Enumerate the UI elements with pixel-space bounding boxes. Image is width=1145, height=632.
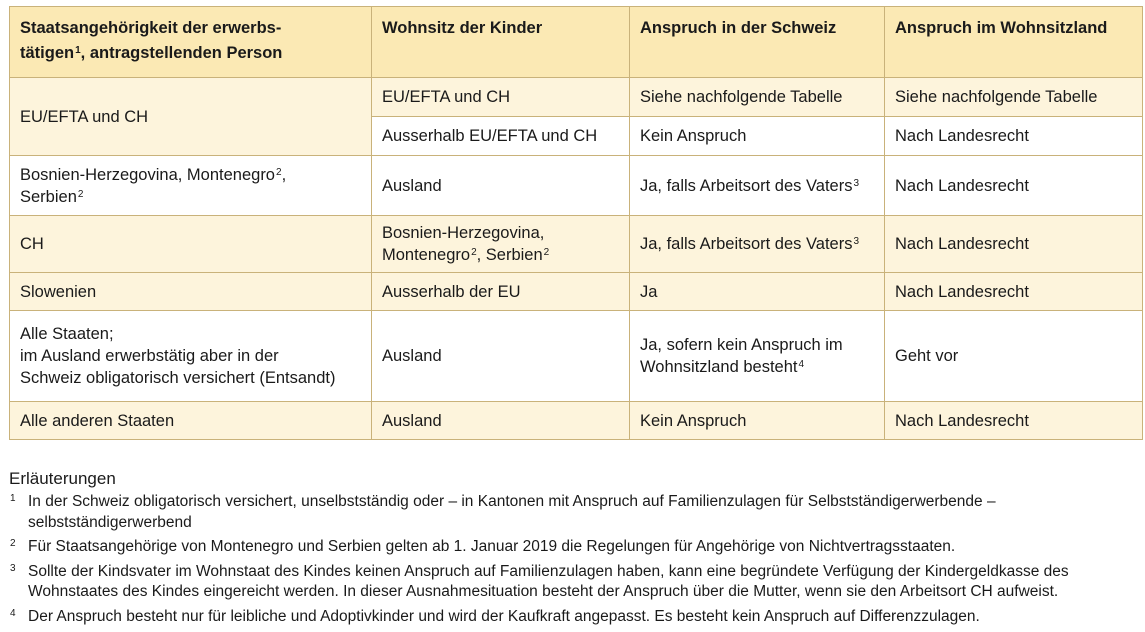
footnote-number: 3 (10, 562, 16, 574)
cell-residence: Ausland (372, 156, 630, 216)
footnote: 4 Der Anspruch besteht nur für leibliche und Adoptivkinder und wird der Kaufkraft angepasst. Es besteht kein Anspruch auf Differenzzulagen. (9, 607, 1139, 628)
cell-entitlement-residence: Nach Landesrecht (885, 216, 1143, 273)
footnote-number: 4 (10, 607, 16, 619)
table-row (10, 78, 1143, 117)
cell-nationality: Alle anderen Staaten (10, 402, 372, 440)
cell-entitlement-residence: Nach Landesrecht (885, 402, 1143, 440)
cell-residence: Ausland (372, 402, 630, 440)
table-row (10, 402, 1143, 440)
cell-entitlement-residence: Geht vor (885, 311, 1143, 402)
table-row (10, 273, 1143, 311)
footnote-number: 2 (10, 538, 16, 549)
cell-entitlement-ch: Kein Anspruch (630, 402, 885, 440)
table-header-row (10, 7, 1143, 78)
cell-residence: Bosnien-Herzegovina, Montenegro$^2$, Serbien$^2$ (372, 216, 630, 273)
cell-nationality: Bosnien-Herzegovina, Montenegro$^2$, Serbien$^2$ (10, 156, 372, 216)
notes-heading: Erläuterungen (9, 469, 116, 488)
footnote: 3 Sollte der Kindsvater im Wohnstaat des Kindes keinen Anspruch auf Familienzulagen haben, kann eine begründete Verfügung der Kindergeldkasse des Wohnstaates des Kindes eingereicht werden. In dieser Ausnahmesituation besteht der Anspruch über die Mutter, wenn sie den Arbeitsort CH aufweist. (9, 562, 1139, 603)
table-row (10, 216, 1143, 273)
notes-section (9, 469, 1139, 627)
cell-residence: Ausserhalb der EU (372, 273, 630, 311)
cell-entitlement-ch: Ja, falls Arbeitsort des Vaters$^3$ (630, 156, 885, 216)
cell-nationality: Alle Staaten; im Ausland erwerbstätig aber in der Schweiz obligatorisch versichert (Entsandt) (10, 311, 372, 402)
table-row (10, 156, 1143, 216)
table-row (10, 311, 1143, 402)
cell-residence: EU/EFTA und CH (372, 78, 630, 117)
cell-entitlement-ch: Ja (630, 273, 885, 311)
cell-nationality: Slowenien (10, 273, 372, 311)
cell-entitlement-residence: Siehe nachfolgende Tabelle (885, 78, 1143, 117)
cell-residence: Ausland (372, 311, 630, 402)
cell-nationality: EU/EFTA und CH (10, 78, 372, 156)
header-nationality: Staatsangehörigkeit der erwerbs- tätigen$^1$, antragstellenden Person (10, 7, 372, 78)
header-entitlement-switzerland: Anspruch in der Schweiz (630, 7, 885, 78)
header-entitlement-residence-country: Anspruch im Wohnsitzland (885, 7, 1143, 78)
cell-entitlement-ch: Ja, sofern kein Anspruch im Wohnsitzland besteht$^4$ (630, 311, 885, 402)
cell-entitlement-residence: Nach Landesrecht (885, 156, 1143, 216)
cell-entitlement-ch: Siehe nachfolgende Tabelle (630, 78, 885, 117)
cell-entitlement-residence: Nach Landesrecht (885, 273, 1143, 311)
cell-entitlement-ch: Ja, falls Arbeitsort des Vaters$^3$ (630, 216, 885, 273)
cell-residence: Ausserhalb EU/EFTA und CH (372, 117, 630, 156)
entitlement-table (9, 6, 1143, 440)
footnote: 2 Für Staatsangehörige von Montenegro und Serbien gelten ab 1. Januar 2019 die Regelungen für Angehörige von Nichtvertragsstaaten. (9, 537, 1139, 558)
header-residence: Wohnsitz der Kinder (372, 7, 630, 78)
footnote: 1 In der Schweiz obligatorisch versichert, unselbstständig oder – in Kantonen mit Anspruch auf Familienzulagen für Selbstständigerwerbende – selbstständigerwerbend (9, 492, 1139, 533)
cell-nationality: CH (10, 216, 372, 273)
footnote-number: 1 (10, 493, 16, 504)
cell-entitlement-ch: Kein Anspruch (630, 117, 885, 156)
cell-entitlement-residence: Nach Landesrecht (885, 117, 1143, 156)
